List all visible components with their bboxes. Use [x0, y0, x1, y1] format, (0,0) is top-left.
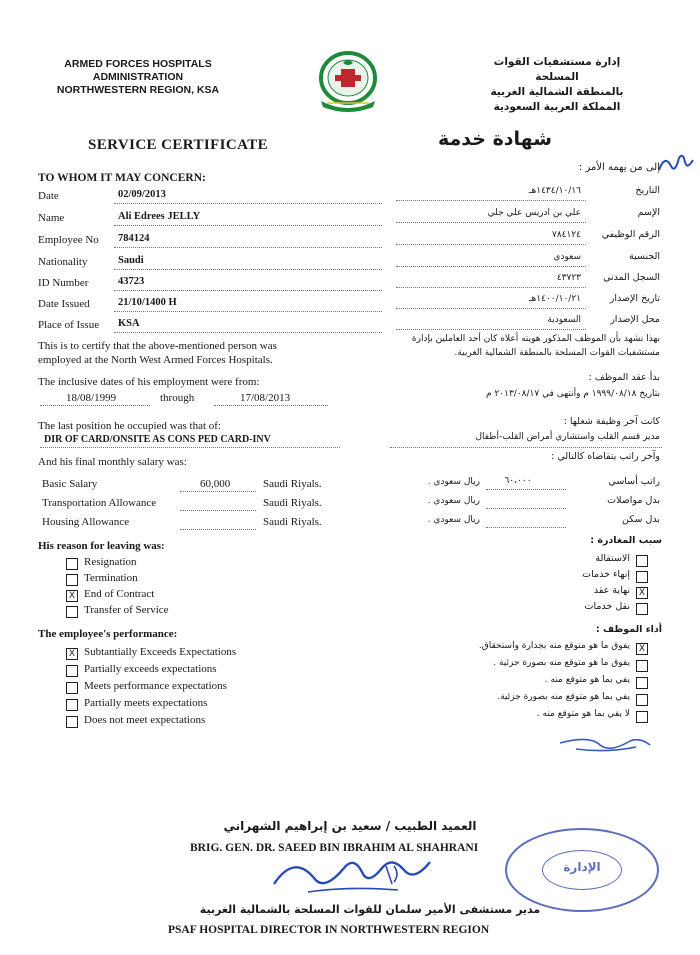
salary-currency: Saudi Riyals.: [263, 478, 322, 490]
director-title-arabic: مدير مستشفى الأمير سلمان للقوات المسلحة بالشمالية الغربية: [199, 903, 541, 916]
employment-dates-intro-arabic: بدأ عقد الموظف :: [588, 372, 660, 383]
reason-option-label: End of Contract: [84, 588, 155, 600]
title-english: SERVICE CERTIFICATE: [88, 137, 269, 153]
field-value-arabic: ٧٨٤١٢٤: [551, 230, 581, 240]
to-whom-heading-arabic: إلى من يهمه الأمر :: [578, 162, 660, 173]
employment-to-date: 17/08/2013: [240, 392, 291, 404]
performance-checkbox-arabic[interactable]: [636, 677, 648, 689]
initials-signature-icon: [556, 733, 656, 757]
performance-checkbox[interactable]: [66, 716, 78, 728]
reason-checkbox-arabic[interactable]: [636, 571, 648, 583]
employment-from-date: 18/08/1999: [66, 392, 117, 404]
performance-option-label-arabic: يفي بما هو متوقع منه بصورة جزئية.: [497, 692, 630, 702]
field-label: Date: [38, 190, 59, 202]
employment-dates-arabic: بتاريخ ١٩٩٩/٠٨/١٨ م وأنتهى في ٢٠١٣/٠٨/١٧ م: [486, 389, 660, 399]
performance-option-label: Meets performance expectations: [84, 680, 227, 692]
certify-line: employed at the North West Armed Forces Hospitals.: [38, 354, 273, 366]
reason-option-label: Transfer of Service: [84, 604, 169, 616]
header-line: المملكة العربية السعودية: [493, 101, 621, 113]
field-value-arabic: ٤٣٧٢٣: [556, 273, 581, 283]
stamp-text: الإدارة: [563, 860, 601, 874]
reason-checkbox[interactable]: [66, 574, 78, 586]
salary-currency-arabic: ريال سعودي .: [427, 477, 480, 487]
performance-checkbox[interactable]: [66, 699, 78, 711]
salary-currency-arabic: ريال سعودي .: [427, 515, 480, 525]
position-intro-arabic: كانت آخر وظيفة شغلها :: [563, 416, 660, 427]
field-value-arabic: ١٤٠٠/١٠/٢١هـ: [528, 294, 581, 304]
reason-checkbox[interactable]: [66, 606, 78, 618]
field-value-arabic: ١٤٣٤/١٠/١٦هـ: [528, 186, 581, 196]
reason-option-label-arabic: نقل خدمات: [584, 601, 630, 612]
handwritten-signature-icon: [268, 848, 438, 898]
reason-checkbox[interactable]: [66, 558, 78, 570]
field-value: 784124: [118, 233, 150, 244]
performance-checkbox-arabic[interactable]: [636, 660, 648, 672]
field-label: Nationality: [38, 256, 88, 268]
reason-heading: His reason for leaving was:: [38, 540, 165, 552]
field-value: 21/10/1400 H: [118, 297, 177, 308]
certify-line: This is to certify that the above-mentioned person was: [38, 340, 277, 352]
field-label: ID Number: [38, 277, 89, 289]
field-label: Date Issued: [38, 298, 90, 310]
field-value: 02/09/2013: [118, 189, 166, 200]
salary-currency-arabic: ريال سعودي .: [427, 496, 480, 506]
salary-label: Housing Allowance: [42, 516, 130, 528]
reason-option-label-arabic: إنهاء خدمات: [582, 569, 630, 580]
header-arabic: [472, 55, 642, 115]
field-value: Saudi: [118, 255, 144, 266]
field-label: Place of Issue: [38, 319, 100, 331]
performance-checkbox-arabic[interactable]: [636, 711, 648, 723]
performance-checkbox-arabic[interactable]: [636, 694, 648, 706]
reason-option-label-arabic: الاستقالة: [595, 553, 630, 564]
through-label: through: [160, 392, 195, 404]
pen-scribble-icon: [655, 150, 695, 176]
performance-option-label-arabic: يفوق ما هو متوقع منه بصورة جزئية .: [493, 658, 630, 668]
performance-option-label: Does not meet expectations: [84, 714, 206, 726]
field-label-arabic: السجل المدني: [603, 272, 660, 283]
performance-heading-arabic: أداء الموظف :: [595, 624, 662, 635]
header-line: بالمنطقة الشمالية الغربية: [490, 86, 624, 98]
reason-checkbox[interactable]: X: [66, 590, 78, 602]
field-value: 43723: [118, 276, 145, 287]
certify-line-arabic: مستشفيات القوات المسلحة بالمنطقة الشمالية الغربية.: [454, 348, 660, 358]
reason-heading-arabic: سبب المغادرة :: [590, 535, 662, 546]
salary-currency: Saudi Riyals.: [263, 516, 322, 528]
field-label-arabic: التاريخ: [635, 185, 660, 196]
salary-label-arabic: بدل سكن: [622, 514, 660, 525]
to-whom-heading: TO WHOM IT MAY CONCERN:: [38, 172, 206, 184]
salary-label-arabic: راتب أساسي: [608, 476, 660, 487]
field-label-arabic: الجنسية: [629, 251, 660, 262]
field-label: Employee No: [38, 234, 99, 246]
performance-option-label-arabic: لا يفي بما هو متوقع منه .: [536, 709, 630, 719]
salary-currency: Saudi Riyals.: [263, 497, 322, 509]
performance-checkbox[interactable]: [66, 682, 78, 694]
certify-line-arabic: بهذا نشهد بأن الموظف المذكور هويته أعلاه كان أحد العاملين بإدارة: [411, 334, 660, 344]
position-intro: The last position he occupied was that of:: [38, 420, 221, 432]
performance-option-label: Subtantially Exceeds Expectations: [84, 646, 237, 658]
field-label-arabic: الرقم الوظيفي: [601, 229, 660, 240]
salary-value-arabic: ٦٠،٠٠٠: [504, 476, 532, 486]
signatory-name: BRIG. GEN. DR. SAEED BIN IBRAHIM AL SHAHRANI: [190, 842, 479, 854]
header-line: ADMINISTRATION: [92, 71, 184, 83]
field-label-arabic: الإسم: [637, 207, 660, 218]
title-arabic: شهادة خدمة: [438, 128, 552, 150]
reason-option-label-arabic: نهاية عقد: [593, 585, 630, 596]
director-title: PSAF HOSPITAL DIRECTOR IN NORTHWESTERN REGION: [168, 924, 490, 936]
salary-intro: And his final monthly salary was:: [38, 456, 187, 468]
performance-option-label-arabic: يفي بما هو متوقع منه .: [544, 675, 630, 685]
performance-option-label-arabic: يفوق ما هو متوقع منه بجدارة واستحقاق.: [478, 641, 630, 651]
field-label: Name: [38, 212, 65, 224]
performance-checkbox-arabic[interactable]: X: [636, 643, 648, 655]
performance-checkbox[interactable]: [66, 665, 78, 677]
field-value-arabic: سعودي: [553, 252, 581, 262]
reason-checkbox-arabic[interactable]: [636, 555, 648, 567]
reason-checkbox-arabic[interactable]: X: [636, 587, 648, 599]
salary-label: Basic Salary: [42, 478, 98, 490]
header-line: NORTHWESTERN REGION, KSA: [56, 84, 220, 96]
salary-intro-arabic: وآخر راتب يتقاضاه كالتالي :: [551, 451, 660, 462]
reason-option-label: Resignation: [84, 556, 137, 568]
field-value-arabic: علي بن ادريس علي جلي: [487, 208, 581, 218]
official-stamp: [505, 828, 659, 912]
position-value: DIR OF CARD/ONSITE AS CONS PED CARD-INV: [44, 434, 271, 445]
salary-value: 60,000: [200, 478, 231, 490]
header-line: ARMED FORCES HOSPITALS: [64, 58, 212, 70]
salary-label: Transportation Allowance: [42, 497, 157, 509]
field-value-arabic: السعودية: [547, 315, 581, 325]
field-label-arabic: محل الإصدار: [610, 314, 660, 325]
reason-checkbox-arabic[interactable]: [636, 603, 648, 615]
salary-label-arabic: بدل مواصلات: [607, 495, 660, 506]
performance-heading: The employee's performance:: [38, 628, 178, 640]
field-label-arabic: تاريخ الإصدار: [609, 293, 660, 304]
field-value: KSA: [118, 318, 140, 329]
reason-option-label: Termination: [84, 572, 138, 584]
employment-dates-intro: The inclusive dates of his employment were from:: [38, 376, 260, 388]
position-value-arabic: مدير قسم القلب واستشاري أمراض القلب-أطفال: [475, 432, 660, 442]
header-english: [38, 58, 238, 97]
hospital-logo-icon: [313, 47, 383, 117]
signatory-name-arabic: العميد الطبيب / سعيد بن إبراهيم الشهراني: [223, 819, 477, 833]
performance-checkbox[interactable]: X: [66, 648, 78, 660]
performance-option-label: Partially exceeds expectations: [84, 663, 217, 675]
performance-option-label: Partially meets expectations: [84, 697, 208, 709]
field-value: Ali Edrees JELLY: [118, 211, 201, 222]
header-line: إدارة مستشفيات القوات المسلحة: [493, 56, 621, 83]
